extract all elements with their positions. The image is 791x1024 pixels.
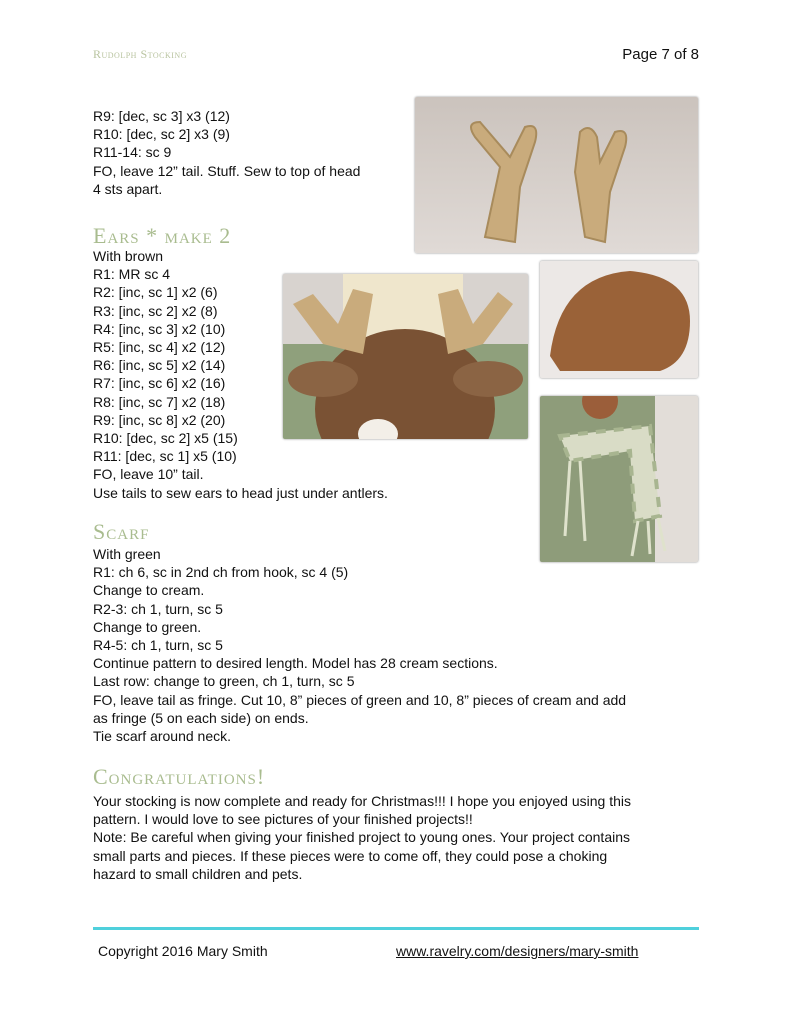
scarf-photo bbox=[540, 396, 698, 562]
text-line: Your stocking is now complete and ready for Christmas!!! I hope you enjoyed using this bbox=[93, 793, 631, 809]
text-line: R10: [dec, sc 2] x5 (15) bbox=[93, 430, 238, 447]
text-line: Change to cream. bbox=[93, 582, 205, 599]
text-line: FO, leave 12” tail. Stuff. Sew to top of head bbox=[93, 162, 361, 179]
text-line: R5: [inc, sc 4] x2 (12) bbox=[93, 339, 226, 356]
text-line: R4-5: ch 1, turn, sc 5 bbox=[93, 637, 223, 654]
text-line: R4: [inc, sc 3] x2 (10) bbox=[93, 320, 226, 337]
text-line: R9: [inc, sc 8] x2 (20) bbox=[93, 411, 226, 428]
antlers-photo bbox=[415, 97, 698, 253]
text-line: With green bbox=[93, 546, 161, 562]
text-line: pattern. I would love to see pictures of your finished projects!! bbox=[93, 811, 473, 828]
text-line: hazard to small children and pets. bbox=[93, 865, 303, 882]
antlers-illustration bbox=[415, 97, 698, 253]
text-line: R2: [inc, sc 1] x2 (6) bbox=[93, 284, 218, 301]
congrats-text bbox=[93, 792, 631, 883]
scarf-instructions bbox=[93, 545, 626, 745]
text-line: R6: [inc, sc 5] x2 (14) bbox=[93, 357, 226, 374]
text-line: Last row: change to green, ch 1, turn, sc 5 bbox=[93, 673, 355, 690]
text-line: R8: [inc, sc 7] x2 (18) bbox=[93, 393, 226, 410]
scarf-heading: Scarf bbox=[93, 519, 150, 544]
running-title: Rudolph Stocking bbox=[93, 47, 187, 61]
congrats-heading: Congratulations! bbox=[93, 764, 266, 789]
text-line: R11: [dec, sc 1] x5 (10) bbox=[93, 448, 237, 465]
designer-link[interactable]: www.ravelry.com/designers/mary-smith bbox=[396, 943, 639, 959]
ear-photo bbox=[540, 261, 698, 378]
text-line: Note: Be careful when giving your finished project to young ones. Your project contains bbox=[93, 829, 630, 846]
text-line: R10: [dec, sc 2] x3 (9) bbox=[93, 126, 230, 143]
ear-illustration bbox=[540, 261, 698, 378]
text-line: Change to green. bbox=[93, 618, 202, 635]
ears-heading: Ears * make 2 bbox=[93, 223, 232, 248]
text-line: R3: [inc, sc 2] x2 (8) bbox=[93, 302, 218, 319]
reindeer-head-illustration bbox=[283, 274, 528, 439]
text-line: Continue pattern to desired length. Model has 28 cream sections. bbox=[93, 655, 498, 672]
text-line: With brown bbox=[93, 248, 164, 264]
reindeer-head-photo bbox=[283, 274, 528, 439]
text-line: R1: MR sc 4 bbox=[93, 266, 171, 283]
text-line: R7: [inc, sc 6] x2 (16) bbox=[93, 375, 226, 392]
text-line: Use tails to sew ears to head just under antlers. bbox=[93, 484, 388, 501]
text-line: R1: ch 6, sc in 2nd ch from hook, sc 4 (5) bbox=[93, 564, 349, 581]
copyright: Copyright 2016 Mary Smith bbox=[98, 943, 268, 959]
text-line: Tie scarf around neck. bbox=[93, 728, 231, 745]
footer-divider bbox=[93, 927, 699, 930]
page-number: Page 7 of 8 bbox=[622, 46, 699, 63]
text-line: FO, leave 10” tail. bbox=[93, 466, 204, 483]
antlers-continued bbox=[93, 107, 360, 198]
text-line: R2-3: ch 1, turn, sc 5 bbox=[93, 600, 223, 617]
text-line: 4 sts apart. bbox=[93, 180, 163, 197]
text-line: FO, leave tail as fringe. Cut 10, 8” pieces of green and 10, 8” pieces of cream and add bbox=[93, 691, 627, 708]
text-line: as fringe (5 on each side) on ends. bbox=[93, 709, 309, 726]
text-line: R9: [dec, sc 3] x3 (12) bbox=[93, 108, 230, 124]
text-line: R11-14: sc 9 bbox=[93, 144, 172, 161]
scarf-illustration bbox=[540, 396, 698, 562]
text-line: small parts and pieces. If these pieces were to come off, they could pose a choking bbox=[93, 847, 608, 864]
